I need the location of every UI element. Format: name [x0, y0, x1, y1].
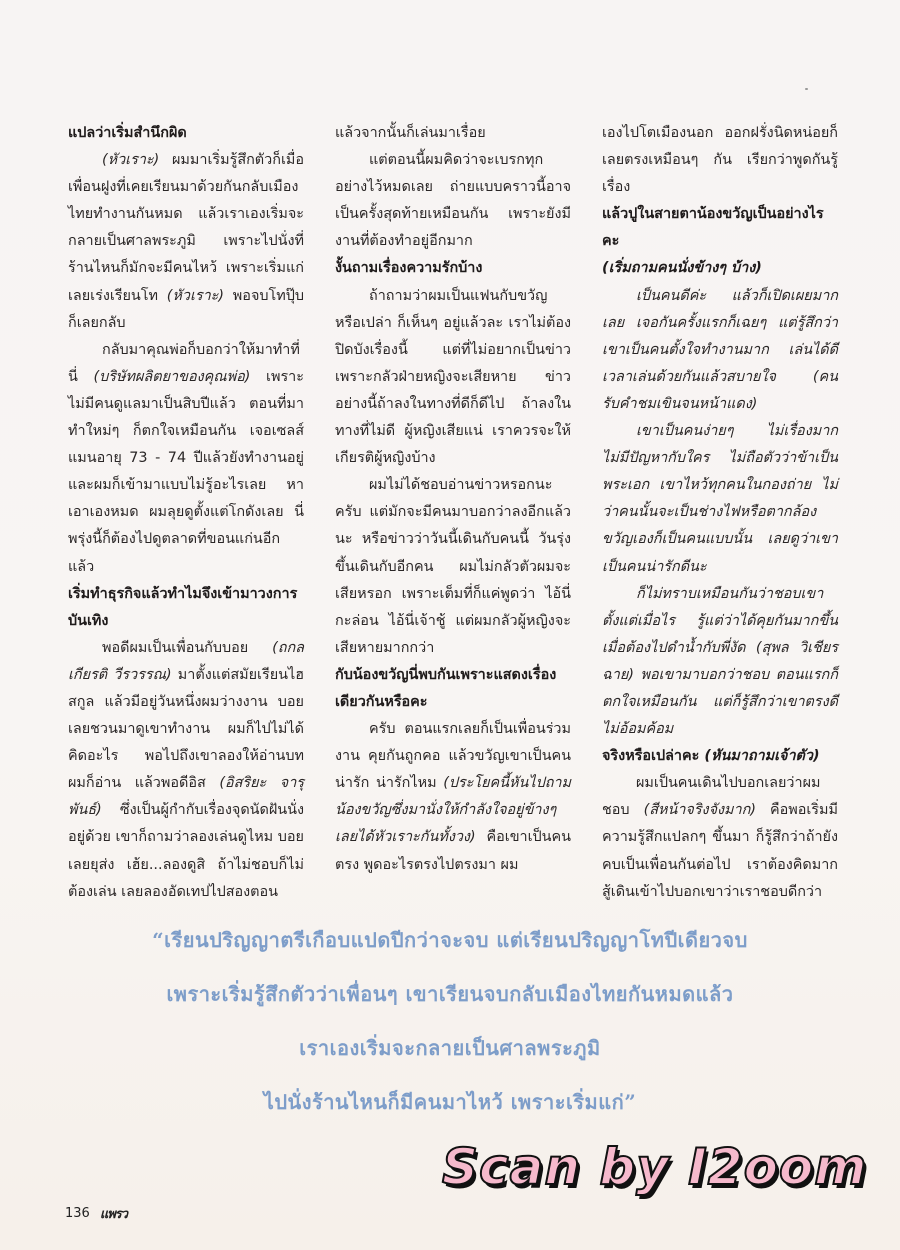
section-heading — [602, 743, 838, 770]
body-paragraph — [335, 120, 571, 147]
body-paragraph — [68, 635, 304, 906]
section-heading — [602, 201, 838, 282]
body-text: เองไปโตเมืองนอก ออกฝรั่งนิดหน่อยก็เลยตรงเหมือนๆ กัน เรียกว่าพูดกันรู้เรื่อง — [602, 125, 838, 196]
body-paragraph — [335, 283, 571, 473]
heading-subtext: (หันมาถามเจ้าตัว) — [704, 748, 820, 765]
pull-quote-line: “เรียนปริญญาตรีเกือบแปดปีกว่าจะจบ แต่เรียนปริญญาโทปีเดียวจบ — [152, 928, 748, 952]
heading-text: กับน้องขวัญนี่พบกันเพราะแสดงเรื่องเดียวกันหรือคะ — [335, 666, 557, 710]
section-heading — [68, 120, 304, 147]
italic-aside: เป็นคนดีค่ะ แล้วก็เปิดเผยมากเลย เจอกันครั้งแรกก็เฉยๆ แต่รู้สึกว่าเขาเป็นคนตั้งใจทำงานมาก เล่นได้ดี เวลาเล่นด้วยกันแล้วสบายใจ (คนรับคำชมเขินจนหน้าแดง) — [602, 287, 838, 412]
body-text: แล้วจากนั้นก็เล่นมาเรื่อย — [335, 125, 486, 141]
italic-aside: เขาเป็นคนง่ายๆ ไม่เรื่องมาก ไม่มีปัญหากับใคร ไม่ถือตัวว่าข้าเป็นพระเอก เขาไหว้ทุกคนในกองถ่าย ไม่ว่าคนนั้นจะเป็นช่างไฟหรือตากล้อง ขวัญเองก็เป็นคนแบบนั้น เลยดูว่าเขาเป็นคนน่ารักดีนะ — [602, 423, 838, 575]
page-footer — [65, 1203, 127, 1224]
body-paragraph — [602, 770, 838, 905]
body-paragraph — [68, 147, 304, 337]
body-paragraph — [68, 337, 304, 581]
section-heading — [68, 581, 304, 635]
body-paragraph — [335, 716, 571, 879]
scan-watermark: Scan by I2oom — [442, 1138, 868, 1196]
pull-quote-line: เพราะเริ่มรู้สึกตัวว่าเพื่อนๆ เขาเรียนจบกลับเมืองไทยกันหมดแล้ว — [166, 982, 734, 1006]
body-text: พอจบโทปุ๊บก็เลยกลับ — [68, 287, 304, 331]
body-text: ถ้าถามว่าผมเป็นแฟนกับขวัญหรือเปล่า ก็เห็นๆ อยู่แล้วละ เราไม่ต้องปิดบังเรื่องนี้ แต่ที่ไม่อยากเป็นข่าวเพราะกลัวฝ่ายหญิงจะเสียหาย ข่าวอย่างนี้ถ้าลงในทางที่ดีก็ดีไป ถ้าลงในทางที่ไม่ดี ผู้หญิงเสียแน่ เราควรจะให้เกียรติผู้หญิงบ้าง — [335, 287, 571, 467]
heading-text: แล้วปูในสายตาน้องขวัญเป็นอย่างไรคะ — [602, 206, 824, 250]
section-heading — [335, 662, 571, 716]
body-text: ผมไม่ได้ชอบอ่านข่าวหรอกนะครับ แต่มักจะมีคนมาบอกว่าลงอีกแล้วนะ หรือข่าวว่าวันนี้เดินกับคนนี้ วันรุ่งขึ้นเดินกับอีกคน ผมไม่กลัวตัวผมจะเสียหรอก เพราะเต็มที่ก็แค่พูดว่า ไอ้นี่กะล่อน ไอ้นี่เจ้าชู้ แต่ผมกลัวผู้หญิงจะเสียหายมากกว่า — [335, 477, 571, 656]
body-paragraph — [335, 472, 571, 662]
heading-text: งั้นถามเรื่องความรักบ้าง — [335, 260, 483, 277]
body-paragraph — [602, 581, 838, 744]
body-text: ครับ ตอนแรกเลยก็เป็นเพื่อนร่วมงาน คุยกันถูกคอ แล้วขวัญเขาเป็นคนน่ารัก น่ารักไหม — [335, 721, 571, 792]
heading-text: จริงหรือเปล่าคะ — [602, 748, 700, 765]
heading-text: เริ่มทำธุรกิจแล้วทำไมจึงเข้ามาวงการบันเทิง — [68, 585, 298, 629]
body-text: ซึ่งเป็นผู้กำกับเรื่องจุดนัดฝันนั่งอยู่ด้วย เขาก็ถามว่าลองเล่นดูไหม บอยเลยยุส่ง เฮ้ย...ลองดูสิ ถ้าไม่ชอบก็ไม่ต้องเล่น เลยลองอัดเทปไปสองตอน — [68, 802, 304, 900]
italic-aside: (ประโยคนี้หันไปถามน้องขวัญซึ่งมานั่งให้กำลังใจอยู่ข้างๆ เลยได้หัวเราะกันทั้งวง) — [335, 775, 571, 846]
body-paragraph — [602, 283, 838, 418]
magazine-logo: แพรว — [99, 1207, 128, 1222]
pull-quote-line: ไปนั่งร้านไหนก็มีคนมาไหว้ เพราะเริ่มแก่” — [263, 1090, 637, 1114]
heading-subtext: (เริ่มถามคนนั่งข้างๆ บ้าง) — [602, 260, 762, 277]
italic-aside: (อิสริยะ จารุพันธ์) — [68, 775, 305, 819]
italic-aside: (ถกลเกียรติ วีรวรรณ) — [68, 639, 304, 683]
body-text: ผมเป็นคนเดินไปบอกเลยว่าผมชอบ — [602, 775, 821, 819]
section-heading — [335, 255, 571, 282]
italic-aside: (หัวเราะ) — [166, 287, 225, 304]
body-text: แต่ตอนนี้ผมคิดว่าจะเบรกทุกอย่างไว้หมดเลย ถ่ายแบบคราวนี้อาจเป็นครั้งสุดท้ายเหมือนกัน เพราะยังมีงานที่ต้องทำอยู่อีกมาก — [335, 152, 571, 250]
italic-aside: (สีหน้าจริงจังมาก) — [643, 802, 756, 819]
body-text: พอดีผมเป็นเพื่อนกับบอย — [102, 639, 273, 656]
heading-text: แปลว่าเริ่มสำนึกผิด — [68, 125, 187, 141]
page-number: 136 — [65, 1206, 90, 1221]
pull-quote — [0, 918, 900, 1134]
body-paragraph — [602, 418, 838, 581]
italic-aside: (หัวเราะ) — [102, 152, 160, 169]
pull-quote-line: เราเองเริ่มจะกลายเป็นศาลพระภูมิ — [299, 1036, 601, 1060]
scan-speck — [805, 88, 808, 90]
column-2 — [335, 120, 571, 906]
body-text: คือเขาเป็นคนตรง พูดอะไรตรงไปตรงมา ผม — [335, 829, 571, 873]
body-text: คือพอเริ่มมีความรู้สึกแปลกๆ ขึ้นมา ก็รู้สึกว่าถ้ายังคบเป็นเพื่อนกันต่อไป เราต้องคิดมาก สู้เดินเข้าไปบอกเขาว่าเราชอบดีกว่า — [602, 802, 838, 900]
italic-aside: ก็ไม่ทราบเหมือนกันว่าชอบเขาตั้งแต่เมื่อไร รู้แต่ว่าได้คุยกันมากขึ้นเมื่อต้องไปดำน้ำกับพี่งัด (สุพล วิเชียรฉาย) พอเขามาบอกว่าชอบ ตอนแรกก็ตกใจเหมือนกัน แต่ก็รู้สึกว่าเขาตรงดีไม่อ้อมค้อม — [602, 585, 838, 738]
body-text: เพราะไม่มีคนดูแลมาเป็นสิบปีแล้ว ตอนที่มาทำใหม่ๆ ก็ตกใจเหมือนกัน เจอเซลส์แมนอายุ 73 - 74 ปีแล้วยังทำงานอยู่ และผมก็เข้ามาแบบไม่รู้อะไรเลย หาเอาเองหมด ผมลุยดูตั้งแต่โกดังเลย นี่พรุ่งนี้ก็ต้องไปดูตลาดที่ขอนแก่นอีกแล้ว — [68, 368, 304, 575]
body-paragraph — [335, 147, 571, 255]
italic-aside: (บริษัทผลิตยาของคุณพ่อ) — [93, 368, 251, 385]
body-text: มาตั้งแต่สมัยเรียนไฮสกูล แล้วมีอยู่วันหนึ่งผมว่างงาน บอยเลยชวนมาดูเขาทำงาน ผมก็ไปไม่ได้คิดอะไร พอไปถึงเขาลองให้อ่านบท ผมก็อ่าน แล้วพอดีอิส — [68, 666, 304, 792]
column-1 — [68, 120, 304, 906]
article-columns — [68, 120, 838, 906]
body-text: ผมมาเริ่มรู้สึกตัวก็เมื่อเพื่อนฝูงที่เคยเรียนมาด้วยกันกลับเมืองไทยทำงานกันหมด แล้วเราเองเริ่มจะกลายเป็นศาลพระภูมิ เพราะไปนั่งที่ร้านไหนก็มักจะมีคนไหว้ เพราะเริ่มแก่ เลยเร่งเรียนโท — [68, 152, 304, 304]
column-3 — [602, 120, 838, 906]
body-paragraph — [602, 120, 838, 201]
body-text: กลับมาคุณพ่อก็บอกว่าให้มาทำที่นี่ — [68, 341, 300, 385]
